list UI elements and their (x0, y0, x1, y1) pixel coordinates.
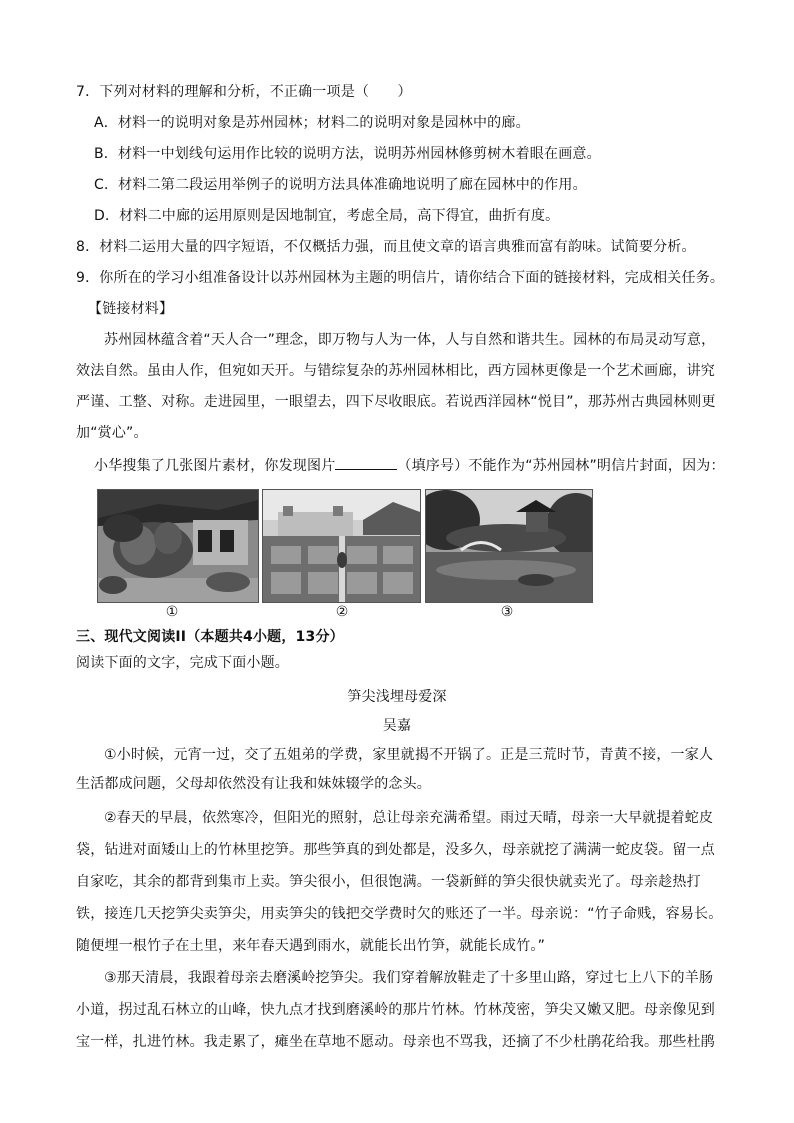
question-9: 9．你所在的学习小组准备设计以苏州园林为主题的明信片，请你结合下面的链接材料，完成相关任务。 (76, 270, 725, 286)
question-7-option-d: D．材料二中廊的运用原则是因地制宜，考虑全局，高下得宜，曲折有度。 (94, 208, 560, 224)
photo-3-pavilion-pond (425, 489, 593, 603)
task-text-after: （填序号）不能作为“苏州园林”明信片封面，因为： (397, 458, 725, 474)
essay-author: 吴嘉 (382, 718, 412, 734)
question-7-option-a: A．材料一的说明对象是苏州园林；材料二的说明对象是园林中的廊。 (94, 115, 530, 131)
paragraph-line: 铁，接连几天挖笋尖卖笋尖，用卖笋尖的钱把交学费时欠的账还了一半。母亲说：“竹子命贱，容易长。 (76, 906, 723, 922)
paragraph-line: 袋，钻进对面矮山上的竹林里挖笋。那些笋真的到处都是，没多久，母亲就挖了满满一蛇皮袋。留一点 (76, 842, 715, 858)
paragraph-line: 随便埋一根竹子在土里，来年春天遇到雨水，就能长出竹笋，就能长成竹。” (76, 938, 546, 954)
paragraph-line: 生活都成问题，父母却依然没有让我和妹妹辍学的念头。 (76, 776, 431, 792)
photo-caption-1: ① (165, 604, 179, 620)
reading-instruction: 阅读下面的文字，完成下面小题。 (76, 655, 289, 671)
paragraph-line: ①小时候，元宵一过，交了五姐弟的学费，家里就揭不开锅了。正是三荒时节，青黄不接，一家人 (104, 747, 714, 763)
question-7-stem: 7．下列对材料的理解和分析，不正确一项是（ ） (76, 84, 412, 100)
paragraph-line: 自家吃，其余的都背到集市上卖。笋尖很小，但很饱满。一袋新鲜的笋尖很快就卖光了。母亲趁热打 (76, 874, 701, 890)
paragraph-line: 宝一样，扎进竹林。我走累了，瘫坐在草地不愿动。母亲也不骂我，还摘了不少杜鹃花给我。那些杜鹃 (76, 1034, 715, 1050)
photo-2-western-garden (262, 489, 421, 603)
photo-1-image (98, 490, 258, 602)
question-7-option-b: B．材料一中划线句运用作比较的说明方法，说明苏州园林修剪树木着眼在画意。 (94, 146, 601, 162)
photo-caption-2: ② (335, 604, 349, 620)
link-material-line: 效法自然。虽由人作，但宛如天开。与错综复杂的苏州园林相比，西方园林更像是一个艺术画廊，讲究 (76, 363, 715, 379)
photo-3-image (426, 490, 592, 602)
link-material-line: 严谨、工整、对称。走进园里，一眼望去，四下尽收眼底。若说西洋园林“悦目”，那苏州古典园林则更 (76, 394, 716, 410)
question-7-option-c: C．材料二第二段运用举例子的说明方法具体准确地说明了廊在园林中的作用。 (94, 177, 587, 193)
paragraph-line: ②春天的早晨，依然寒冷，但阳光的照射，总让母亲充满希望。雨过天晴，母亲一大早就提着蛇皮 (104, 810, 714, 826)
task-line (94, 456, 725, 476)
link-material-line: 加“赏心”。 (76, 425, 148, 441)
task-text-before: 小华搜集了几张图片素材，你发现图片 (94, 458, 336, 474)
link-material-title: 【链接材料】 (88, 301, 174, 317)
essay-title: 笋尖浅埋母爱深 (347, 689, 447, 705)
link-material-line: 苏州园林蕴含着“天人合一”理念，即万物与人为一体，人与自然和谐共生。园林的布局灵动写意， (104, 332, 716, 348)
answer-blank[interactable] (335, 456, 397, 470)
section-title: 三、现代文阅读II（本题共4小题，13分） (76, 629, 344, 645)
paragraph-line: 小道，拐过乱石林立的山峰，快九点才找到磨溪岭的那片竹林。竹林茂密，笋尖又嫩又肥。母亲像见到 (76, 1002, 715, 1018)
photo-2-image (263, 490, 420, 602)
photo-caption-3: ③ (500, 604, 514, 620)
question-8: 8．材料二运用大量的四字短语，不仅概括力强，而且使文章的语言典雅而富有韵味。试简要分析。 (76, 239, 696, 255)
photo-1-suzhou-rockery (97, 489, 259, 603)
paragraph-line: ③那天清晨，我跟着母亲去磨溪岭挖笋尖。我们穿着解放鞋走了十多里山路，穿过七上八下的羊肠 (104, 970, 714, 986)
